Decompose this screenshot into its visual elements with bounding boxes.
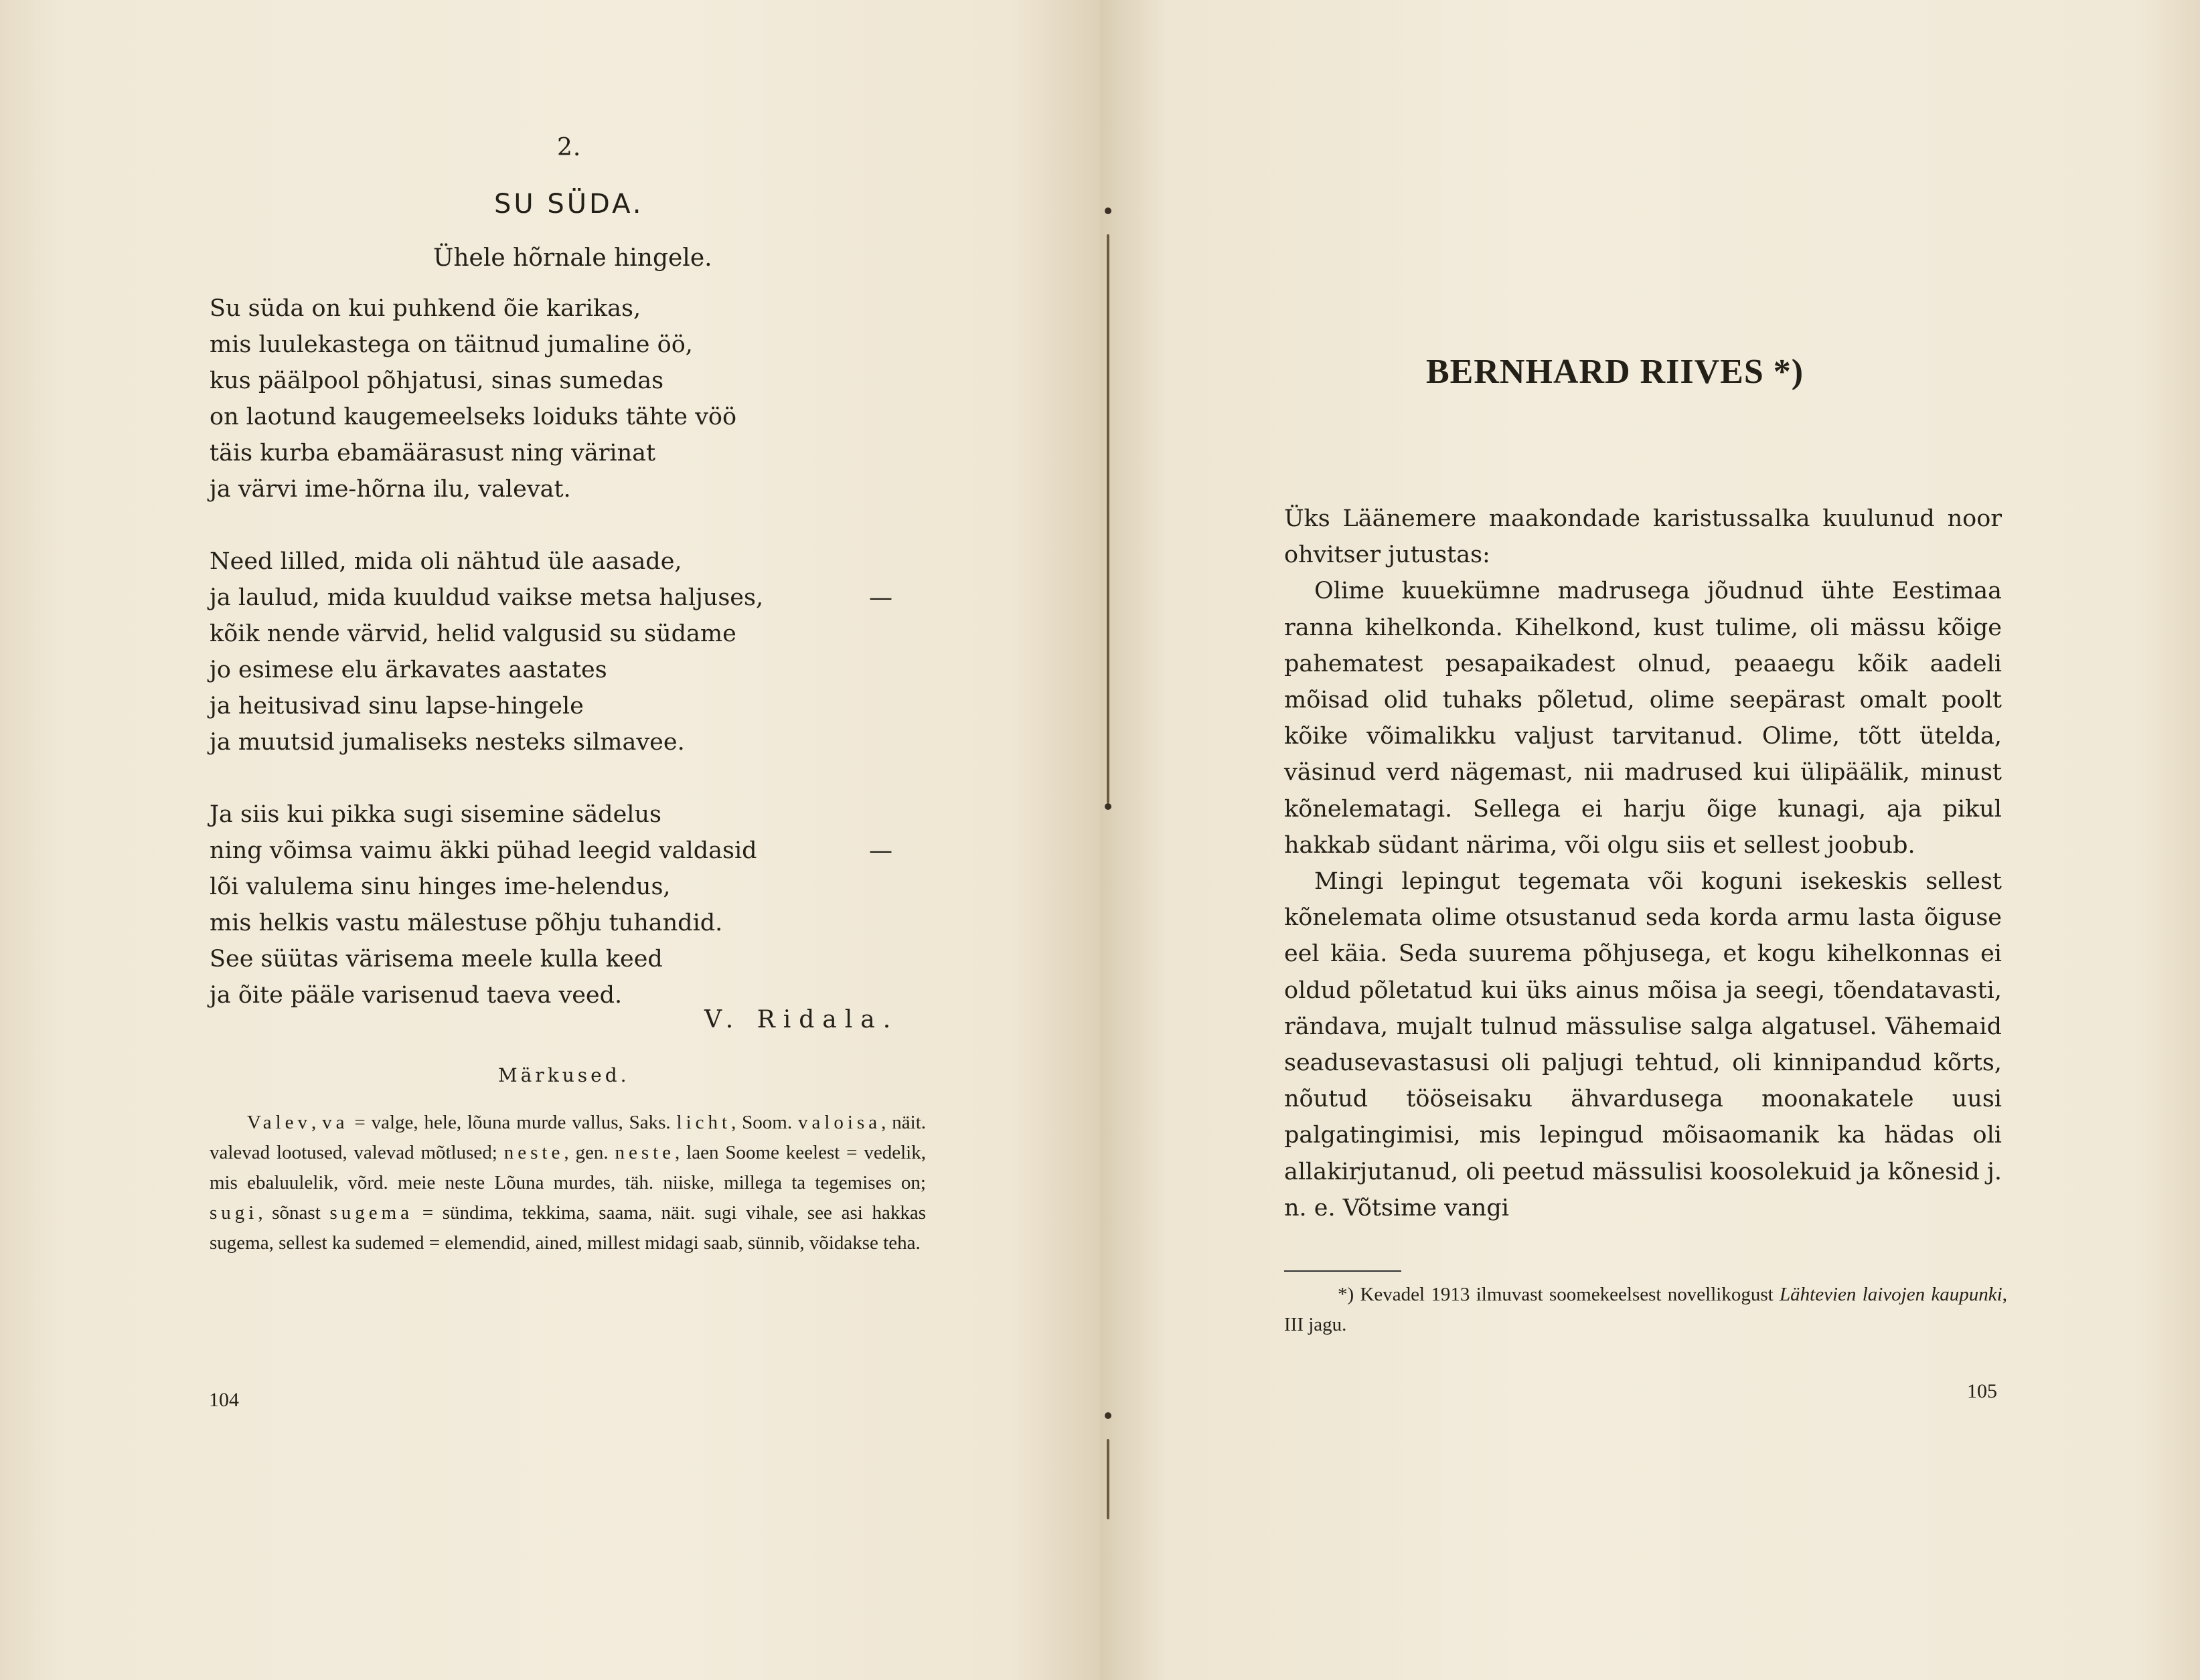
spaced-term: valoisa xyxy=(798,1112,882,1133)
right-page xyxy=(1100,0,2200,1680)
notes-text: , gen. xyxy=(564,1142,615,1163)
em-dash: — xyxy=(869,837,892,864)
em-dash: — xyxy=(869,584,892,611)
poem-line: ja muutsid jumaliseks nesteks silmavee. xyxy=(210,729,685,756)
poem-title: SU SÜDA. xyxy=(494,189,644,220)
poem-line-text: ja laulud, mida kuuldud vaikse metsa haljuses, xyxy=(210,584,764,611)
story-paragraph: Olime kuuekümne madrusega jõudnud ühte Eestimaa ranna kihelkonda. Kihelkond, kust tulime, oli mässu kõige pahematest pesapaikadest olnud, peaaegu kõik aadeli mõisad olid tuhaks põletud, olime seepärast omalt poolt kõike võimalikku valjust tarvitanud. Olime, tõtt ütelda, väsinud verd nägemast, nii madrused kui ülipäälik, minust kõnelematagi. Sellega ei harju õige kunagi, aja pikul hakkab südant närima, või olgu siis et sellest joobub. xyxy=(1284,578,2002,859)
notes-text: = sündima, tekkima, saama, näit. sugi vihale, see asi hakkas sugema, sellest ka sudemed = elemendid, ained, millest midagi saab, sünnib, võidakse teha. xyxy=(210,1202,926,1254)
poem-line: ja värvi ime-hõrna ilu, valevat. xyxy=(210,476,571,503)
section-number: 2. xyxy=(557,134,582,161)
poem-line: täis kurba ebamäärasust ning värinat xyxy=(210,440,656,467)
notes-heading: Märkused. xyxy=(498,1064,630,1086)
poem-line: Need lilled, mida oli nähtud üle aasade, xyxy=(210,548,682,575)
page-number-left: 104 xyxy=(209,1389,239,1411)
notes-text: , xyxy=(311,1112,323,1133)
spaced-term: neste xyxy=(503,1142,564,1163)
poem-line: mis luulekastega on täitnud jumaline öö, xyxy=(210,331,693,358)
poem-line: lõi valulema sinu hinges ime-helendus, xyxy=(210,873,671,900)
stanza xyxy=(210,543,906,760)
spaced-term: licht xyxy=(676,1112,732,1133)
footnote-segment: *) Kevadel 1913 ilmuvast soomekeelsest novellikogust xyxy=(1338,1284,1780,1305)
poem-line-text: ning võimsa vaimu äkki pühad leegid valdasid xyxy=(210,837,757,864)
spaced-term: sugi xyxy=(210,1202,258,1224)
binding-mark xyxy=(1105,1412,1111,1419)
poem-line: Su süda on kui puhkend õie karikas, xyxy=(210,295,641,322)
poem-line: kõik nende värvid, helid valgusid su südame xyxy=(210,620,736,647)
notes-text: = valge, hele, lõuna murde vallus, Saks. xyxy=(348,1112,677,1133)
poem-line: mis helkis vastu mälestuse põhju tuhandid. xyxy=(210,910,723,936)
poem-line: jo esimese elu ärkavates aastates xyxy=(210,657,607,683)
notes-paragraph xyxy=(210,1108,926,1258)
poem-line: kus päälpool põhjatusi, sinas sumedas xyxy=(210,367,664,394)
story-title: BERNHARD RIIVES *) xyxy=(1426,353,1804,391)
binding-mark xyxy=(1105,207,1111,214)
poem-line: on laotund kaugemeelseks loiduks tähte vöö xyxy=(210,404,737,430)
poem-line-with-dash xyxy=(210,833,906,869)
poem-body xyxy=(210,290,906,1049)
binding-mark xyxy=(1105,803,1111,810)
stanza xyxy=(210,796,906,1013)
notes-text: , Soom. xyxy=(731,1112,798,1133)
poem-line: ja heitusivad sinu lapse-hingele xyxy=(210,693,584,720)
poem-line-with-dash xyxy=(210,580,906,616)
poem-line: ja õite pääle varisenud taeva veed. xyxy=(210,982,623,1009)
footnote-rule xyxy=(1284,1270,1401,1272)
story-paragraph: Mingi lepingut tegemata või koguni isekeskis sellest kõnelemata olime otsustanud seda korda armu lasta õiguse eel käia. Seda suurema põhjusega, et kogu kihelkonnas ei oldud põletatud kui üks ainus mõisa ja seegi, tõendatavasti, rändava, mujalt tulnud mässulise salga algatusel. Vähemaid seadusevastasusi oli paljugi tehtud, oli kinnipandud kõrts, nõutud tööseisaku ähvardusega moonakatele uusi palgatingimisi, mis lepingud mõisaomanik ka hädas oli allakirjutanud, oli peetud mässulisi koosolekuid ja kõnesid j. n. e. Võtsime vangi xyxy=(1284,868,2002,1222)
footnote-segment: , III jagu. xyxy=(1284,1284,2007,1335)
spaced-term: neste xyxy=(615,1142,676,1163)
poem-line: Ja siis kui pikka sugi sisemine sädelus xyxy=(210,801,661,828)
poem-dedication: Ühele hõrnale hingele. xyxy=(433,244,712,272)
poem-line: See süütas värisema meele kulla keed xyxy=(210,946,663,973)
story-paragraph: Üks Läänemere maakondade karistussalka kuulunud noor ohvitser jutustas: xyxy=(1284,505,2002,569)
spaced-term: va xyxy=(322,1112,349,1133)
spaced-term: Valev xyxy=(247,1112,312,1133)
footnote xyxy=(1284,1280,2007,1340)
notes-body xyxy=(210,1108,926,1258)
footnote-text xyxy=(1284,1280,2007,1340)
story-body xyxy=(1284,501,2002,1226)
stanza xyxy=(210,290,906,507)
poem-author: V. Ridala. xyxy=(704,1006,899,1033)
spaced-term: sugema xyxy=(329,1202,414,1224)
notes-text: , sõnast xyxy=(258,1202,330,1224)
page-number-right: 105 xyxy=(1967,1380,1997,1402)
book-gutter xyxy=(1105,194,1111,1546)
notes-text: , näit. valevad lootused, valevad mõtlused; xyxy=(210,1112,927,1163)
binding-thread xyxy=(1107,234,1109,803)
notes-text: , laen Soome keelest = vedelik, mis ebaluulelik, võrd. meie neste Lõuna murdes, täh. niiske, millega ta tegemises on; xyxy=(210,1142,926,1193)
binding-thread xyxy=(1107,1439,1109,1519)
book-title-italic: Lähtevien laivojen kaupunki xyxy=(1780,1284,2002,1305)
